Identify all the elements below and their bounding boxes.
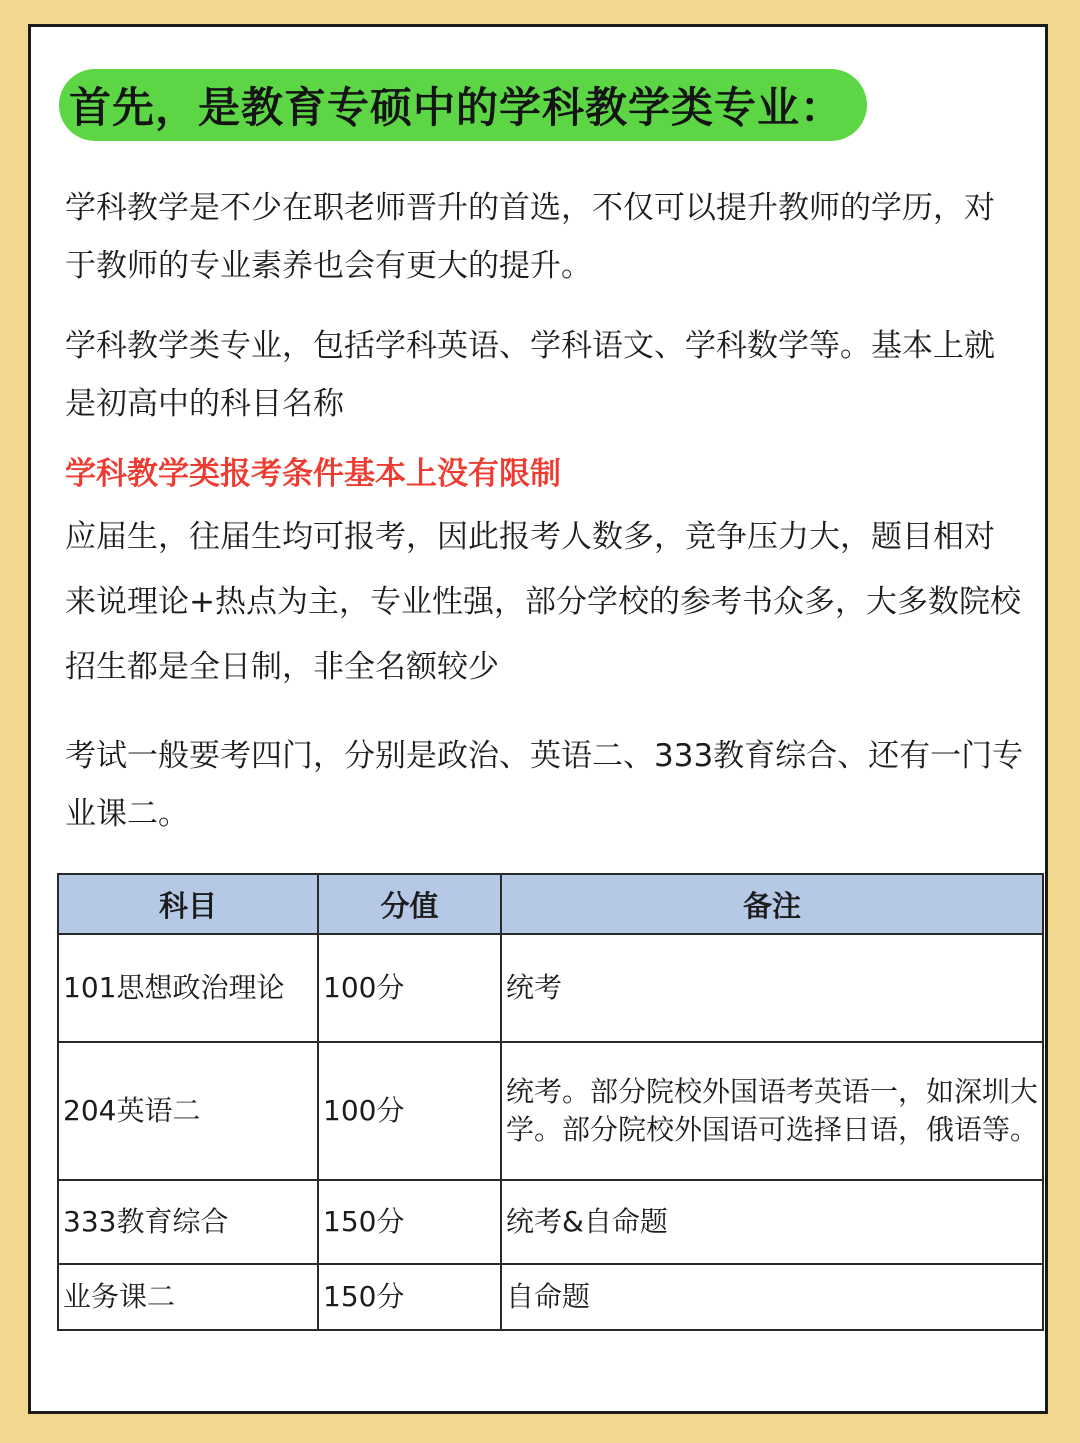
- header-note: 备注: [501, 874, 1043, 934]
- content-card: [28, 24, 1048, 1414]
- cell-score: 100分: [318, 1042, 501, 1180]
- table-row: [58, 934, 1043, 1042]
- cell-note: 自命题: [501, 1264, 1043, 1330]
- cell-score: 150分: [318, 1180, 501, 1264]
- cell-score: 100分: [318, 934, 501, 1042]
- cell-note: 统考&自命题: [501, 1180, 1043, 1264]
- table-row: [58, 1264, 1043, 1330]
- cell-subject: 101思想政治理论: [58, 934, 318, 1042]
- table-row: [58, 1042, 1043, 1180]
- cell-subject: 333教育综合: [58, 1180, 318, 1264]
- paragraph-exam: 考试一般要考四门，分别是政治、英语二、333教育综合、还有一门专业课二。: [65, 738, 1024, 832]
- cell-note: 统考: [501, 934, 1043, 1042]
- paragraph-eligibility: 应届生，往届生均可报考，因此报考人数多，竞争压力大，题目相对来说理论+热点为主，专业性强，部分学校的参考书众多，大多数院校招生都是全日制，非全名额较少: [65, 519, 1021, 685]
- table-row: [58, 1180, 1043, 1264]
- paragraph-majors: 学科教学类专业，包括学科英语、学科语文、学科数学等。基本上就是初高中的科目名称: [65, 328, 995, 422]
- title-highlight: [59, 69, 867, 141]
- emphasis-heading: 学科教学类报考条件基本上没有限制: [65, 456, 561, 492]
- subjects-table: [57, 873, 1044, 1331]
- paragraph-intro: 学科教学是不少在职老师晋升的首选，不仅可以提升教师的学历，对于教师的专业素养也会有更大的提升。: [65, 190, 995, 284]
- header-score: 分值: [318, 874, 501, 934]
- page-title: 首先，是教育专硕中的学科教学类专业：: [69, 83, 844, 132]
- cell-subject: 204英语二: [58, 1042, 318, 1180]
- cell-score: 150分: [318, 1264, 501, 1330]
- table-header-row: [58, 874, 1043, 934]
- cell-subject: 业务课二: [58, 1264, 318, 1330]
- cell-note: 统考。部分院校外国语考英语一，如深圳大学。部分院校外国语可选择日语，俄语等。: [501, 1042, 1043, 1180]
- header-subject: 科目: [58, 874, 318, 934]
